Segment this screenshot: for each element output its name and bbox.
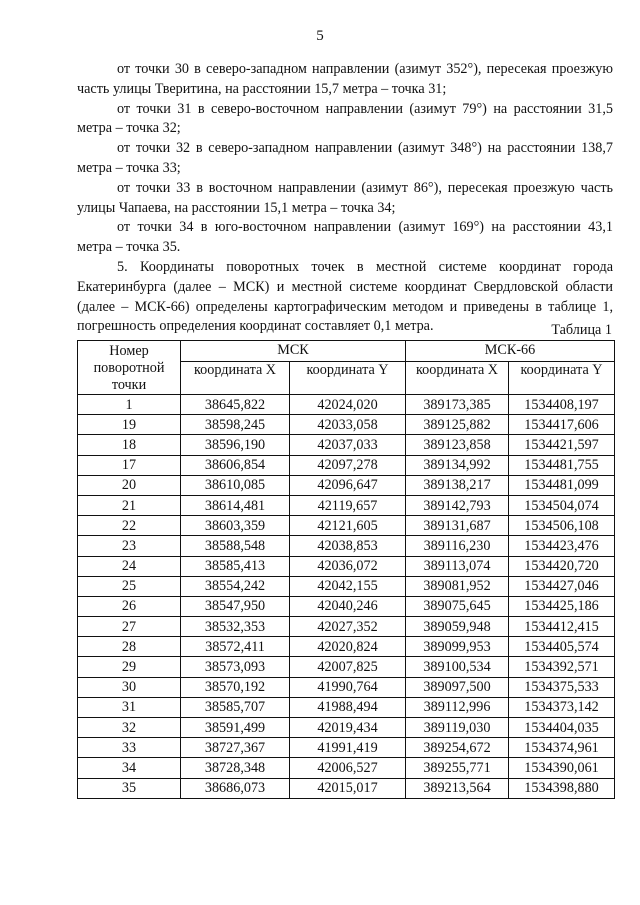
msk-x-cell: 38645,822 xyxy=(181,395,290,415)
msk-x-cell: 38570,192 xyxy=(181,677,290,697)
msk-y-cell: 42097,278 xyxy=(290,455,406,475)
msk-x-cell: 38610,085 xyxy=(181,475,290,495)
msk-x-cell: 38588,548 xyxy=(181,536,290,556)
msk-x-cell: 38598,245 xyxy=(181,415,290,435)
table-row xyxy=(78,596,615,616)
page-number: 5 xyxy=(316,28,324,44)
table-row xyxy=(78,516,615,536)
msk-y-cell: 42033,058 xyxy=(290,415,406,435)
msk-y-cell: 41991,419 xyxy=(290,738,406,758)
msk-x-cell: 38585,707 xyxy=(181,697,290,717)
msk-y-cell: 41990,764 xyxy=(290,677,406,697)
table-row xyxy=(78,738,615,758)
table-row xyxy=(78,395,615,415)
msk66-x-cell: 389173,385 xyxy=(406,395,509,415)
msk66-x-cell: 389099,953 xyxy=(406,637,509,657)
msk66-y-cell: 1534481,099 xyxy=(509,475,615,495)
msk66-x-cell: 389100,534 xyxy=(406,657,509,677)
point-number-cell: 35 xyxy=(78,778,181,798)
point-number-cell: 1 xyxy=(78,395,181,415)
msk66-x-cell: 389113,074 xyxy=(406,556,509,576)
table-header-row xyxy=(78,341,615,362)
msk-y-cell: 42037,033 xyxy=(290,435,406,455)
point-number-cell: 29 xyxy=(78,657,181,677)
msk66-x-cell: 389254,672 xyxy=(406,738,509,758)
msk-x-header: координата X xyxy=(181,361,290,394)
coordinates-table xyxy=(77,340,615,799)
msk66-x-cell: 389081,952 xyxy=(406,576,509,596)
point-number-cell: 19 xyxy=(78,415,181,435)
msk-x-cell: 38686,073 xyxy=(181,778,290,798)
table-row xyxy=(78,415,615,435)
msk66-y-header: координата Y xyxy=(509,361,615,394)
msk66-x-header: координата X xyxy=(406,361,509,394)
point-number-cell: 24 xyxy=(78,556,181,576)
table-row xyxy=(78,536,615,556)
msk-x-cell: 38727,367 xyxy=(181,738,290,758)
msk66-y-cell: 1534506,108 xyxy=(509,516,615,536)
msk66-y-cell: 1534375,533 xyxy=(509,677,615,697)
paragraph: от точки 30 в северо-западном направлении (азимут 352°), пересекая проезжую часть улицы Тверитина, на расстоянии 15,7 метра – точка 31; xyxy=(77,61,613,97)
msk-y-cell: 42121,605 xyxy=(290,516,406,536)
table-row xyxy=(78,435,615,455)
msk66-x-cell: 389213,564 xyxy=(406,778,509,798)
msk66-x-cell: 389059,948 xyxy=(406,617,509,637)
paragraph: от точки 34 в юго-восточном направлении (азимут 169°) на расстоянии 43,1 метра – точка 35. xyxy=(77,219,613,256)
table-row xyxy=(78,637,615,657)
msk66-y-cell: 1534423,476 xyxy=(509,536,615,556)
msk-x-cell: 38591,499 xyxy=(181,718,290,738)
msk-y-cell: 42020,824 xyxy=(290,637,406,657)
table-row xyxy=(78,576,615,596)
msk66-y-cell: 1534412,415 xyxy=(509,617,615,637)
msk-x-cell: 38596,190 xyxy=(181,435,290,455)
msk66-x-cell: 389125,882 xyxy=(406,415,509,435)
point-number-cell: 17 xyxy=(78,455,181,475)
table-caption: Таблица 1 xyxy=(551,322,612,338)
msk-y-cell: 42019,434 xyxy=(290,718,406,738)
msk66-y-cell: 1534421,597 xyxy=(509,435,615,455)
point-number-cell: 26 xyxy=(78,596,181,616)
msk66-y-cell: 1534374,961 xyxy=(509,738,615,758)
msk-y-cell: 42027,352 xyxy=(290,617,406,637)
msk66-x-cell: 389097,500 xyxy=(406,677,509,697)
point-number-cell: 30 xyxy=(78,677,181,697)
msk-x-cell: 38572,411 xyxy=(181,637,290,657)
msk-x-cell: 38547,950 xyxy=(181,596,290,616)
msk-x-cell: 38532,353 xyxy=(181,617,290,637)
msk66-y-cell: 1534398,880 xyxy=(509,778,615,798)
point-number-cell: 25 xyxy=(78,576,181,596)
table-row xyxy=(78,778,615,798)
msk66-x-cell: 389134,992 xyxy=(406,455,509,475)
table-row xyxy=(78,758,615,778)
msk-y-cell: 42007,825 xyxy=(290,657,406,677)
msk66-y-cell: 1534425,186 xyxy=(509,596,615,616)
msk-y-header: координата Y xyxy=(290,361,406,394)
msk66-y-cell: 1534405,574 xyxy=(509,637,615,657)
msk-x-cell: 38554,242 xyxy=(181,576,290,596)
point-number-header: Номер поворотной точки xyxy=(78,341,181,395)
msk66-x-cell: 389131,687 xyxy=(406,516,509,536)
table-row xyxy=(78,718,615,738)
point-number-cell: 32 xyxy=(78,718,181,738)
paragraph: 5. Координаты поворотных точек в местной системе координат города Екатеринбурга (далее – МСК) и местной системе координат Свердловской области (далее – МСК-66) определены картографическим методом и приведены в таблице 1, погрешность определения координат составляет 0,1 метра. xyxy=(77,258,613,335)
table-row xyxy=(78,455,615,475)
msk-y-cell: 42096,647 xyxy=(290,475,406,495)
body-text xyxy=(77,60,613,337)
point-number-cell: 22 xyxy=(78,516,181,536)
msk66-y-cell: 1534408,197 xyxy=(509,395,615,415)
msk66-y-cell: 1534420,720 xyxy=(509,556,615,576)
msk66-y-cell: 1534392,571 xyxy=(509,657,615,677)
msk66-y-cell: 1534427,046 xyxy=(509,576,615,596)
msk-y-cell: 42119,657 xyxy=(290,495,406,515)
msk-y-cell: 42024,020 xyxy=(290,395,406,415)
msk-y-cell: 42036,072 xyxy=(290,556,406,576)
point-number-cell: 18 xyxy=(78,435,181,455)
msk-x-cell: 38614,481 xyxy=(181,495,290,515)
table-row xyxy=(78,495,615,515)
table-row xyxy=(78,697,615,717)
msk66-y-cell: 1534417,606 xyxy=(509,415,615,435)
table-row xyxy=(78,556,615,576)
paragraph: от точки 31 в северо-восточном направлении (азимут 79°) на расстоянии 31,5 метра – точка 32; xyxy=(77,100,613,137)
point-number-cell: 21 xyxy=(78,495,181,515)
point-number-cell: 31 xyxy=(78,697,181,717)
msk66-x-cell: 389119,030 xyxy=(406,718,509,738)
point-number-cell: 20 xyxy=(78,475,181,495)
msk-x-cell: 38728,348 xyxy=(181,758,290,778)
msk66-y-cell: 1534373,142 xyxy=(509,697,615,717)
msk66-x-cell: 389075,645 xyxy=(406,596,509,616)
msk-group-header: МСК xyxy=(181,341,406,362)
table-row xyxy=(78,617,615,637)
msk66-y-cell: 1534404,035 xyxy=(509,718,615,738)
msk-y-cell: 42042,155 xyxy=(290,576,406,596)
msk66-x-cell: 389255,771 xyxy=(406,758,509,778)
table-row xyxy=(78,475,615,495)
point-number-cell: 27 xyxy=(78,617,181,637)
msk66-y-cell: 1534504,074 xyxy=(509,495,615,515)
paragraph: от точки 33 в восточном направлении (азимут 86°), пересекая проезжую часть улицы Чапаева, на расстоянии 15,1 метра – точка 34; xyxy=(77,179,613,216)
msk66-x-cell: 389116,230 xyxy=(406,536,509,556)
msk66-x-cell: 389142,793 xyxy=(406,495,509,515)
point-number-cell: 28 xyxy=(78,637,181,657)
msk66-x-cell: 389138,217 xyxy=(406,475,509,495)
paragraph: от точки 32 в северо-западном направлении (азимут 348°) на расстоянии 138,7 метра – точка 33; xyxy=(77,140,613,176)
table-row xyxy=(78,677,615,697)
msk-y-cell: 41988,494 xyxy=(290,697,406,717)
msk-x-cell: 38573,093 xyxy=(181,657,290,677)
msk66-group-header: МСК-66 xyxy=(406,341,615,362)
msk66-x-cell: 389123,858 xyxy=(406,435,509,455)
msk-y-cell: 42015,017 xyxy=(290,778,406,798)
msk-x-cell: 38603,359 xyxy=(181,516,290,536)
msk-y-cell: 42006,527 xyxy=(290,758,406,778)
point-number-cell: 23 xyxy=(78,536,181,556)
msk-y-cell: 42038,853 xyxy=(290,536,406,556)
point-number-cell: 33 xyxy=(78,738,181,758)
msk66-x-cell: 389112,996 xyxy=(406,697,509,717)
msk66-y-cell: 1534390,061 xyxy=(509,758,615,778)
msk-y-cell: 42040,246 xyxy=(290,596,406,616)
msk66-y-cell: 1534481,755 xyxy=(509,455,615,475)
point-number-cell: 34 xyxy=(78,758,181,778)
table-row xyxy=(78,657,615,677)
msk-x-cell: 38585,413 xyxy=(181,556,290,576)
table-body xyxy=(78,395,615,799)
msk-x-cell: 38606,854 xyxy=(181,455,290,475)
